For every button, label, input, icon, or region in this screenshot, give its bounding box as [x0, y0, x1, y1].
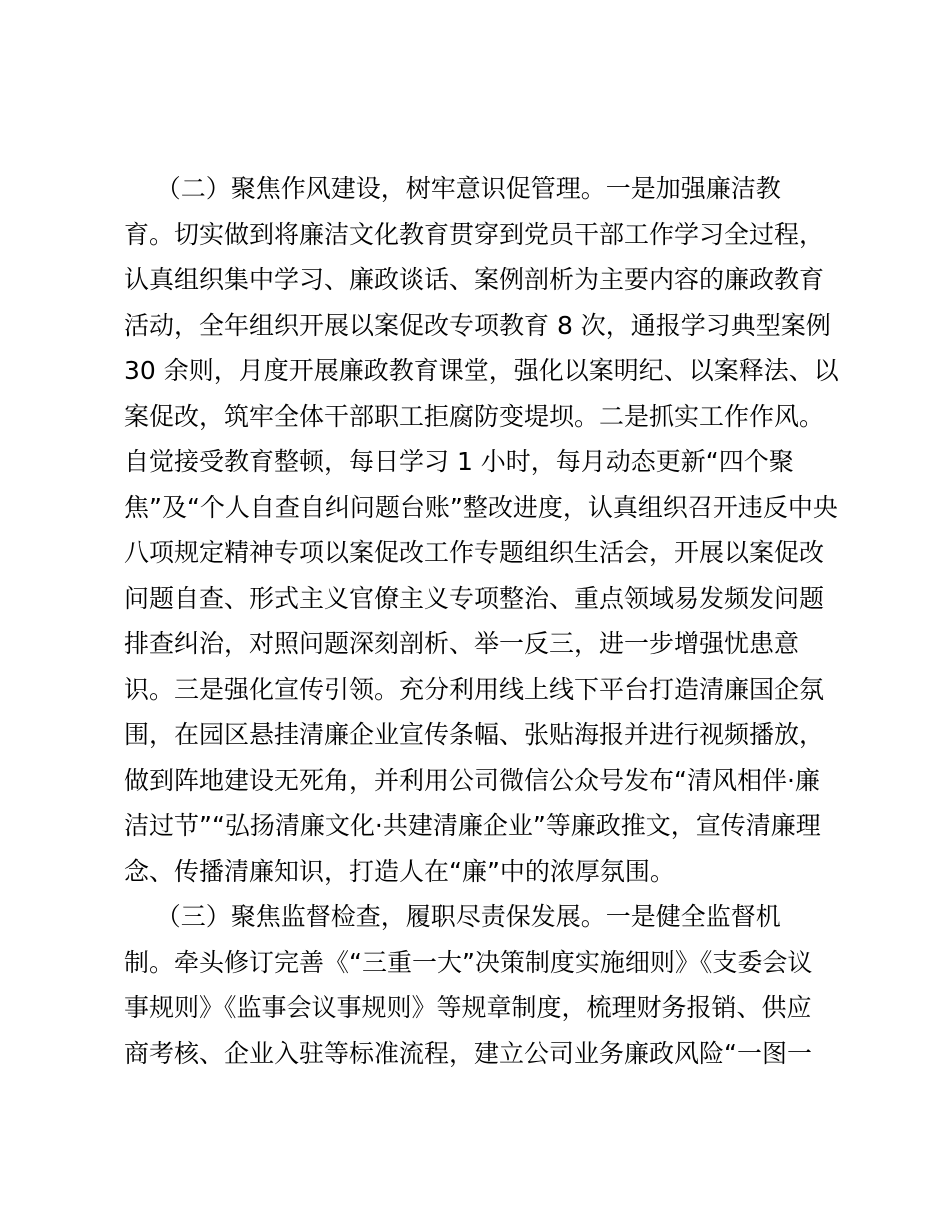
text-line: 围，在园区悬挂清廉企业宣传条幅、张贴海报并进行视频播放， [124, 720, 825, 749]
text-line: 八项规定精神专项以案促改工作专题组织生活会，开展以案促改 [124, 538, 825, 567]
text-line: 排查纠治，对照问题深刻剖析、举一反三，进一步增强忧患意 [124, 629, 800, 658]
text-line: 活动，全年组织开展以案促改专项教育 8 次，通报学习典型案例 [124, 310, 831, 340]
text-line: 商考核、企业入驻等标准流程，建立公司业务廉政风险“一图一 [124, 1038, 812, 1068]
text-line: （二）聚焦作风建设，树牢意识促管理。一是加强廉洁教 [124, 174, 781, 203]
text-line: 焦”及“个人自查自纠问题台账”整改进度，认真组织召开违反中央 [124, 492, 838, 522]
body-text [124, 166, 844, 1076]
text-line: 念、传播清廉知识，打造人在“廉”中的浓厚氛围。 [124, 856, 675, 886]
text-line: 洁过节”“弘扬清廉文化·共建清廉企业”等廉政推文，宣传清廉理 [124, 811, 821, 840]
text-line: 认真组织集中学习、廉政谈话、案例剖析为主要内容的廉政教育 [124, 265, 825, 294]
text-line: 事规则》《监事会议事规则》等规章制度，梳理财务报销、供应 [124, 993, 812, 1022]
text-line: 30 余则，月度开展廉政教育课堂，强化以案明纪、以案释法、以 [124, 356, 839, 385]
text-line: （三）聚焦监督检查，履职尽责保发展。一是健全监督机 [124, 902, 781, 931]
text-line: 自觉接受教育整顿，每日学习 1 小时，每月动态更新“四个聚 [124, 447, 794, 476]
text-line: 制。牵头修订完善《“三重一大”决策制度实施细则》《支委会议 [124, 947, 813, 977]
text-line: 案促改，筑牢全体干部职工拒腐防变堤坝。二是抓实工作作风。 [124, 401, 825, 431]
text-line: 识。三是强化宣传引领。充分利用线上线下平台打造清廉国企氛 [124, 674, 825, 704]
text-line: 问题自查、形式主义官僚主义专项整治、重点领域易发频发问题 [124, 583, 825, 613]
text-line: 做到阵地建设无死角，并利用公司微信公众号发布“清风相伴·廉 [124, 765, 820, 795]
text-line: 育。切实做到将廉洁文化教育贯穿到党员干部工作学习全过程， [124, 219, 825, 249]
